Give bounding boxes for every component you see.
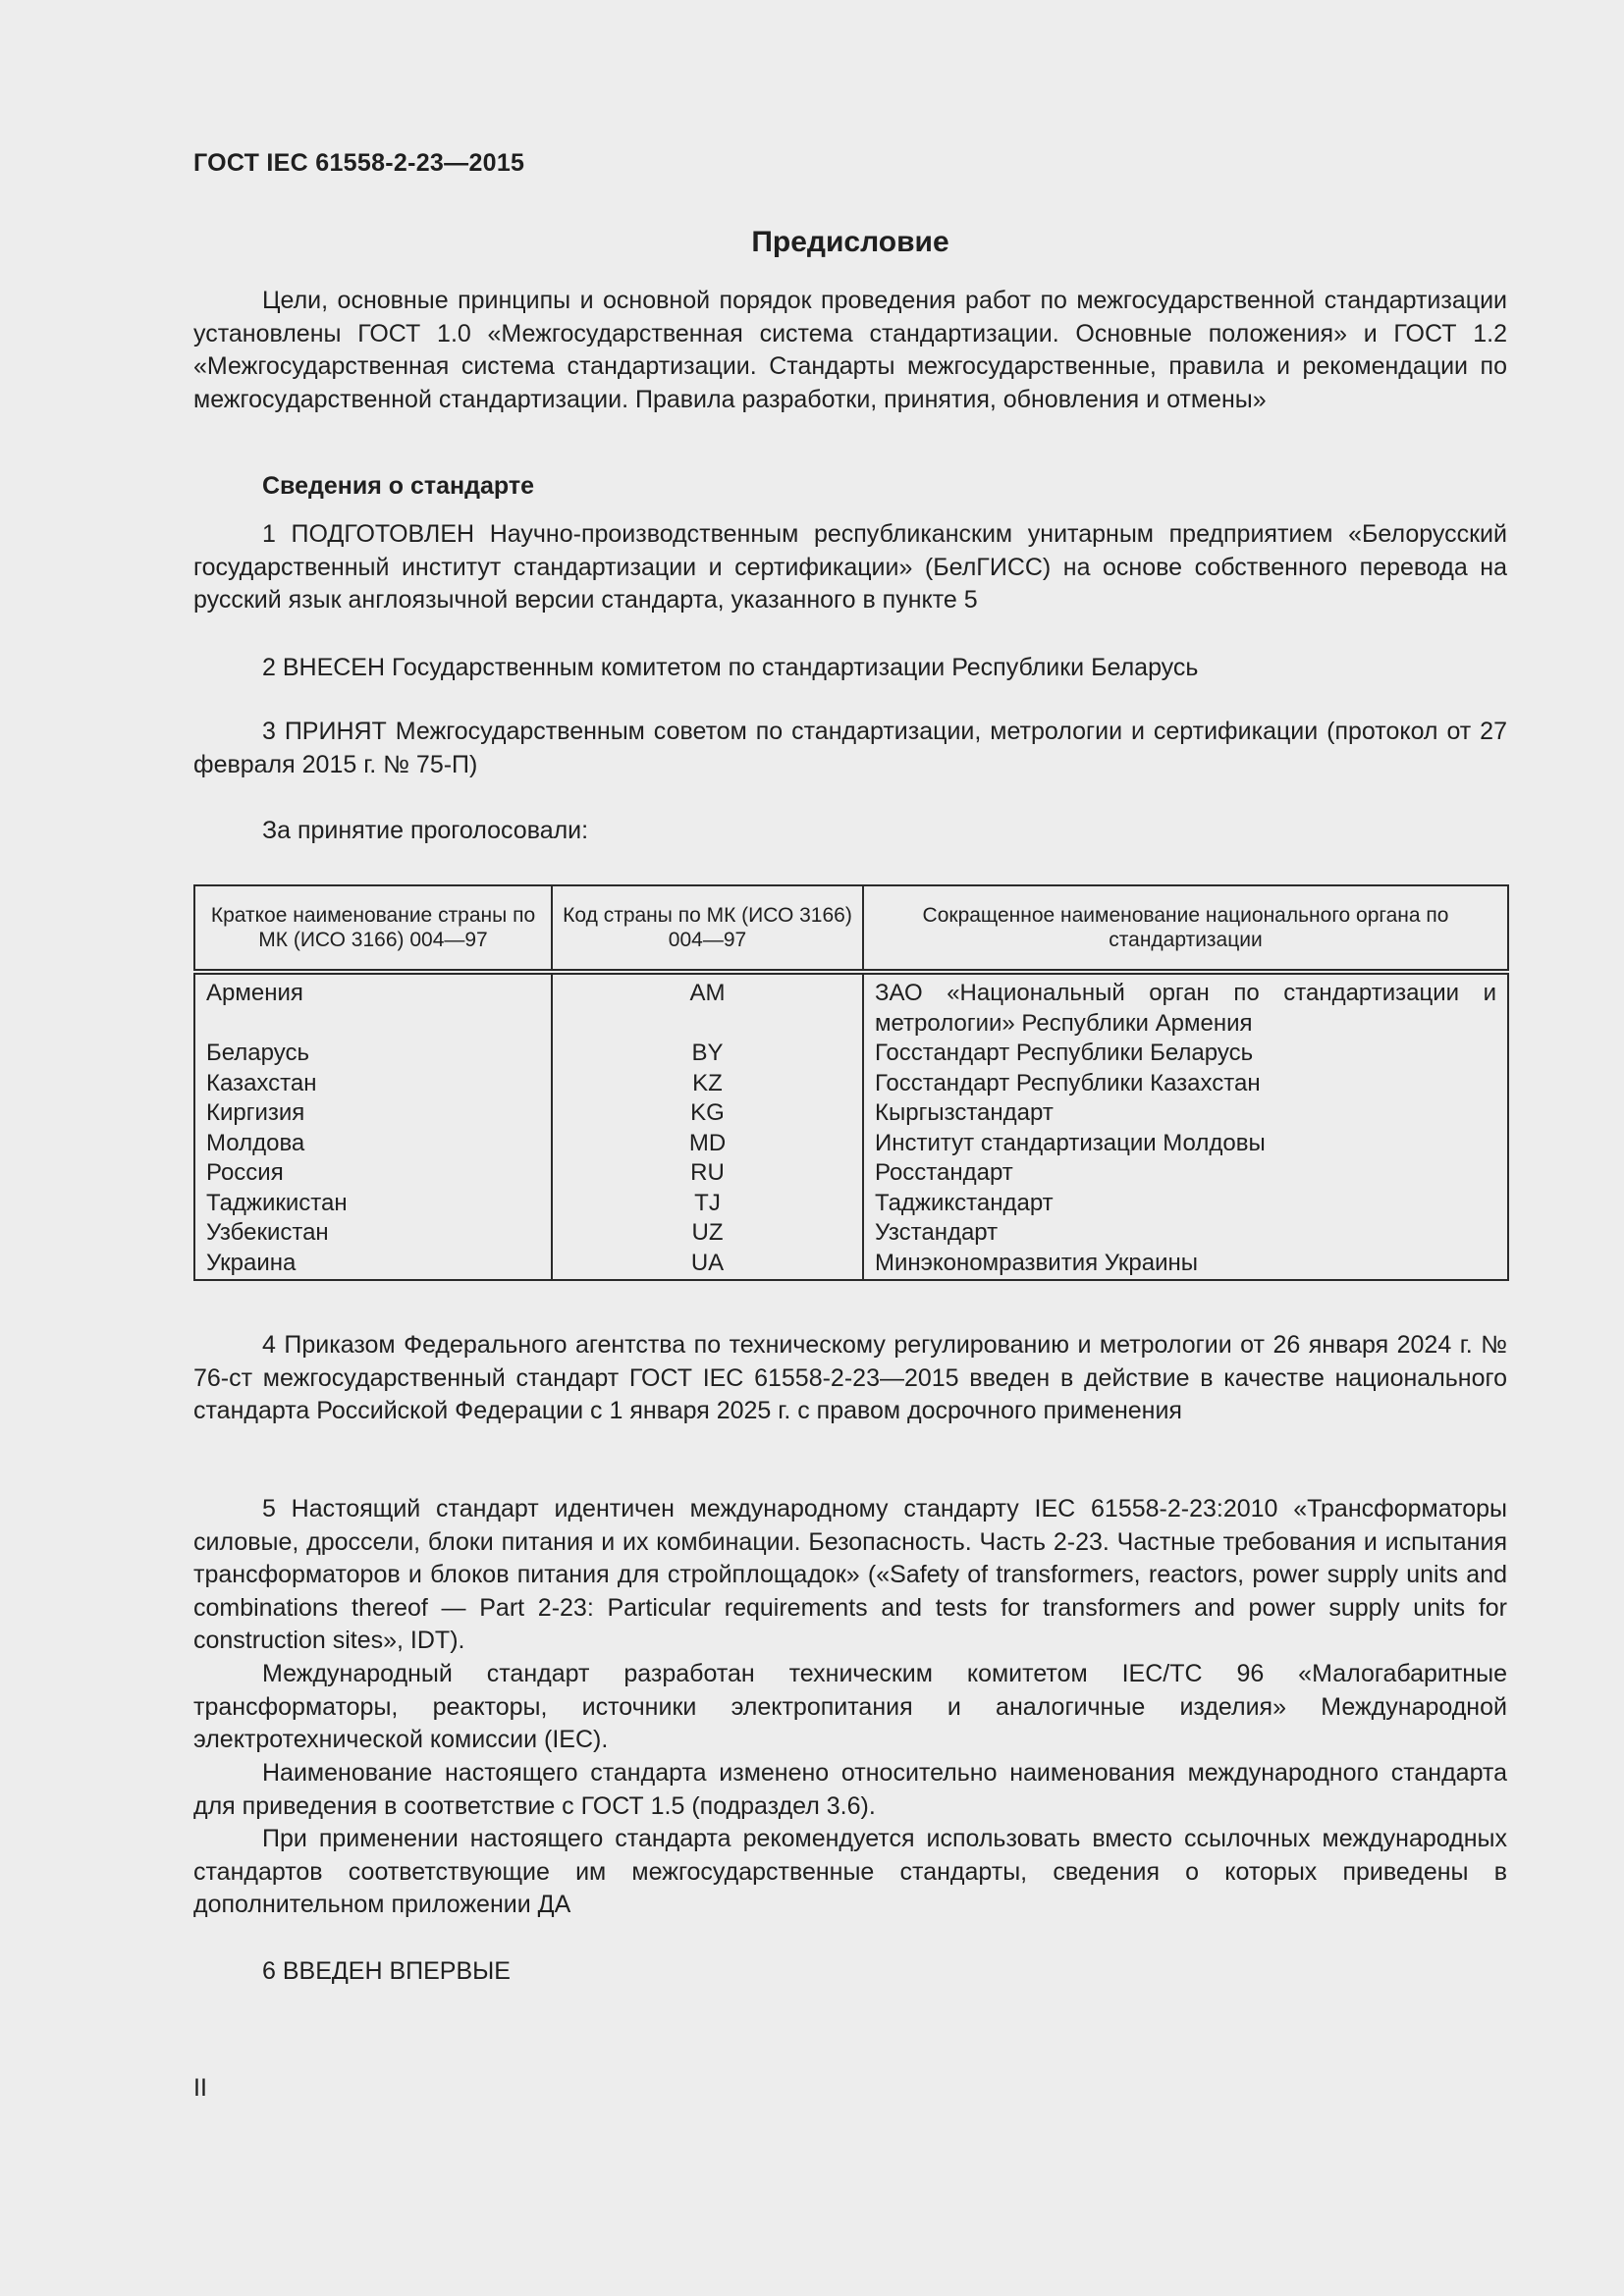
voted-label: За принятие проголосовали: bbox=[262, 817, 589, 844]
cell-country: Киргизия bbox=[194, 1098, 552, 1129]
table-row bbox=[194, 1039, 1508, 1069]
item-6-paragraph: 6 ВВЕДЕН ВПЕРВЫЕ bbox=[262, 1957, 511, 1985]
column-header-country: Краткое наименование страны по МК (ИСО 3166) 004—97 bbox=[194, 885, 552, 972]
cell-country: Узбекистан bbox=[194, 1218, 552, 1249]
cell-country: Молдова bbox=[194, 1129, 552, 1159]
document-header: ГОСТ IEC 61558-2-23—2015 bbox=[193, 149, 525, 177]
voting-table bbox=[193, 884, 1509, 1281]
cell-code: BY bbox=[552, 1039, 863, 1069]
cell-org: Госстандарт Республики Беларусь bbox=[863, 1039, 1508, 1069]
item-5-paragraph-3: Наименование настоящего стандарта изменено относительно наименования международного стандарта для приведения в соответствие с ГОСТ 1.5 (подраздел 3.6). bbox=[193, 1759, 1507, 1820]
cell-code: KZ bbox=[552, 1069, 863, 1099]
column-header-code: Код страны по МК (ИСО 3166) 004—97 bbox=[552, 885, 863, 972]
table-row bbox=[194, 1218, 1508, 1249]
column-header-org: Сокращенное наименование национального органа по стандартизации bbox=[863, 885, 1508, 972]
table-row bbox=[194, 972, 1508, 1039]
cell-country: Беларусь bbox=[194, 1039, 552, 1069]
item-4-paragraph: 4 Приказом Федерального агентства по техническому регулированию и метрологии от 26 января 2024 г. № 76-ст межгосударственный стандарт ГОСТ IEC 61558-2-23—2015 введен в действие в качестве национального стандарта Российской Федерации с 1 января 2025 г. с правом досрочного применения bbox=[193, 1331, 1507, 1424]
cell-code: KG bbox=[552, 1098, 863, 1129]
cell-org: Минэкономразвития Украины bbox=[863, 1249, 1508, 1281]
cell-country: Украина bbox=[194, 1249, 552, 1281]
cell-org: ЗАО «Национальный орган по стандартизации и метрологии» Республики Армения bbox=[863, 972, 1508, 1039]
cell-org: Таджикстандарт bbox=[863, 1189, 1508, 1219]
table-row bbox=[194, 1129, 1508, 1159]
cell-country: Таджикистан bbox=[194, 1189, 552, 1219]
cell-code: RU bbox=[552, 1158, 863, 1189]
item-3-paragraph: 3 ПРИНЯТ Межгосударственным советом по стандартизации, метрологии и сертификации (протокол от 27 февраля 2015 г. № 75-П) bbox=[193, 718, 1507, 778]
item-2-paragraph: 2 ВНЕСЕН Государственным комитетом по стандартизации Республики Беларусь bbox=[262, 654, 1199, 681]
table-row bbox=[194, 1098, 1508, 1129]
cell-org: Кыргызстандарт bbox=[863, 1098, 1508, 1129]
cell-country: Армения bbox=[194, 972, 552, 1039]
item-5-paragraph: 5 Настоящий стандарт идентичен международному стандарту IEC 61558-2-23:2010 «Трансформаторы силовые, дроссели, блоки питания и их комбинации. Безопасность. Часть 2-23. Частные требования и испытания трансформаторов и блоков питания для стройплощадок» («Safety of transformers, reactors, power supply units and combinations thereof — Part 2-23: Particular requirements and tests for transformers and power supply units for construction sites», IDT). bbox=[193, 1495, 1507, 1654]
table-row bbox=[194, 1189, 1508, 1219]
page-title: Предисловие bbox=[751, 226, 949, 258]
cell-code: TJ bbox=[552, 1189, 863, 1219]
cell-country: Казахстан bbox=[194, 1069, 552, 1099]
table-row bbox=[194, 1069, 1508, 1099]
cell-code: UA bbox=[552, 1249, 863, 1281]
item-5-paragraph-4: При применении настоящего стандарта рекомендуется использовать вместо ссылочных международных стандартов соответствующие им межгосударственные стандарты, сведения о которых приведены в дополнительном приложении ДА bbox=[193, 1825, 1507, 1918]
item-1-paragraph: 1 ПОДГОТОВЛЕН Научно-производственным республиканским унитарным предприятием «Белорусский государственный институт стандартизации и сертификации» (БелГИСС) на основе собственного перевода на русский язык англоязычной версии стандарта, указанного в пункте 5 bbox=[193, 520, 1507, 614]
cell-code: MD bbox=[552, 1129, 863, 1159]
cell-country: Россия bbox=[194, 1158, 552, 1189]
intro-paragraph: Цели, основные принципы и основной порядок проведения работ по межгосударственной стандартизации установлены ГОСТ 1.0 «Межгосударственная система стандартизации. Основные положения» и ГОСТ 1.2 «Межгосударственная система стандартизации. Стандарты межгосударственные, правила и рекомендации по межгосударственной стандартизации. Правила разработки, принятия, обновления и отмены» bbox=[193, 287, 1507, 413]
cell-code: AM bbox=[552, 972, 863, 1039]
table-row bbox=[194, 1158, 1508, 1189]
page-number: II bbox=[193, 2074, 207, 2102]
table-header-row bbox=[194, 885, 1508, 972]
cell-org: Институт стандартизации Молдовы bbox=[863, 1129, 1508, 1159]
item-5-paragraph-2: Международный стандарт разработан техническим комитетом IEC/TC 96 «Малогабаритные трансформаторы, реакторы, источники электропитания и аналогичные изделия» Международной электротехнической комиссии (IEC). bbox=[193, 1660, 1507, 1753]
cell-org: Росстандарт bbox=[863, 1158, 1508, 1189]
info-heading: Сведения о стандарте bbox=[262, 472, 535, 500]
cell-code: UZ bbox=[552, 1218, 863, 1249]
cell-org: Узстандарт bbox=[863, 1218, 1508, 1249]
table-row bbox=[194, 1249, 1508, 1281]
cell-org: Госстандарт Республики Казахстан bbox=[863, 1069, 1508, 1099]
